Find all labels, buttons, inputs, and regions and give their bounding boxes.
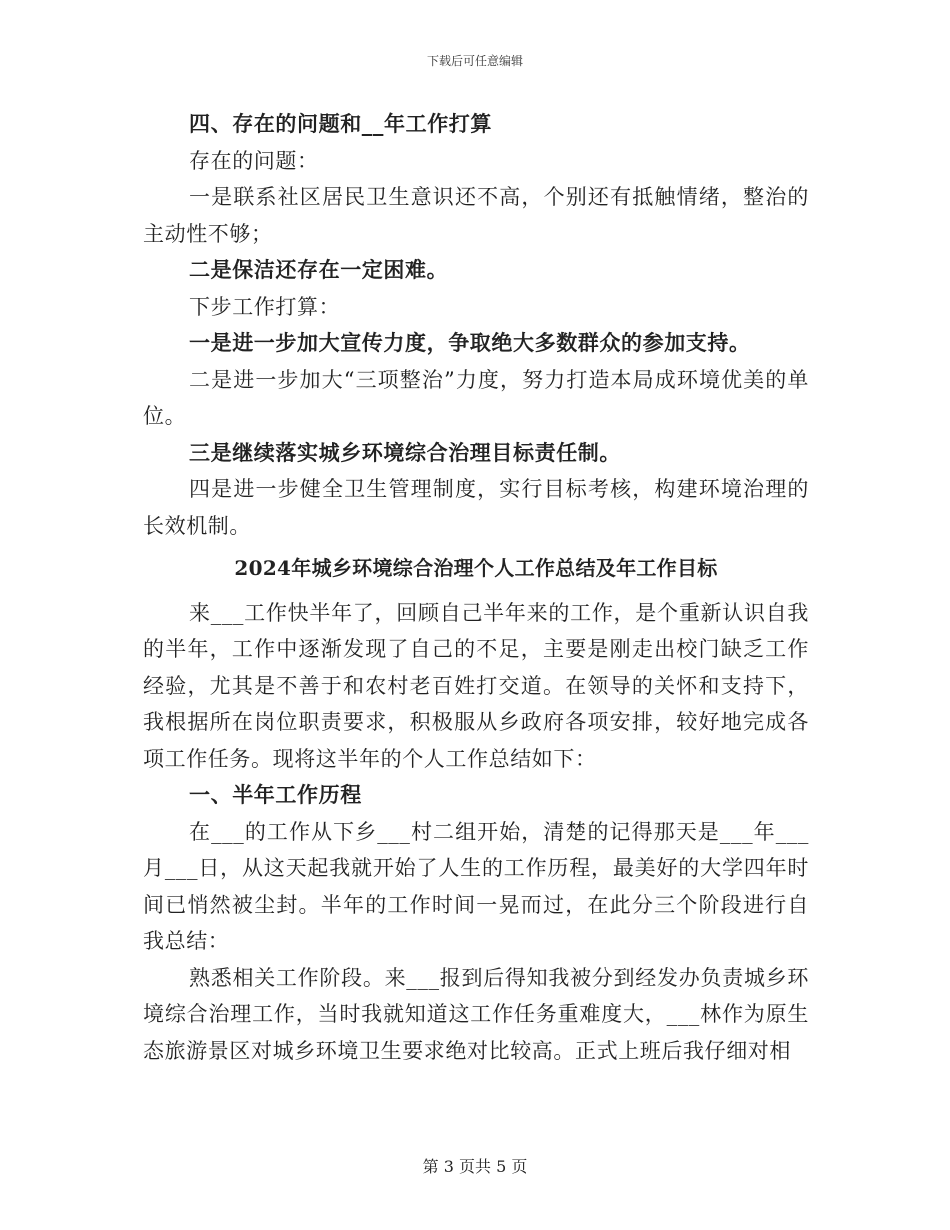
page-header: 下载后可任意编辑 [426, 54, 523, 68]
paragraph: 来___工作快半年了，回顾自己半年来的工作，是个重新认识自我的半年，工作中逐渐发现了自己的不足，主要是刚走出校门缺乏工作经验，尤其是不善于和农村老百姓打交道。在领导的关怀和支持下，我根据所在岗位职责要求，积极服从乡政府各项安排，较好地完成各项工作任务。现将这半年的个人工作总结如下： [143, 600, 809, 771]
paragraph: 下步工作打算： [189, 294, 341, 319]
paragraph: 二是进一步加大“三项整治”力度，努力打造本局成环境优美的单位。 [143, 367, 809, 428]
paragraph: 一是联系社区居民卫生意识还不高，个别还有抵触情绪，整治的主动性不够； [143, 185, 809, 246]
paragraph: 四是进一步健全卫生管理制度，实行目标考核，构建环境治理的长效机制。 [143, 477, 809, 538]
heading-half-year-work: 一、半年工作历程 [189, 782, 362, 807]
heading-problems-plan: 四、存在的问题和__年工作打算 [189, 111, 492, 136]
paragraph: 一是进一步加大宣传力度，争取绝大多数群众的参加支持。 [189, 330, 751, 355]
page-footer: 第 3 页共 5 页 [422, 1157, 528, 1176]
paragraph: 二是保洁还存在一定困难。 [189, 257, 449, 282]
paragraph: 熟悉相关工作阶段。来___报到后得知我被分到经发办负责城乡环境综合治理工作，当时我就知道这工作任务重难度大，___林作为原生态旅游景区对城乡环境卫生要求绝对比较高。正式上班后我仔细对相 [143, 965, 809, 1063]
paragraph: 在___的工作从下乡___村二组开始，清楚的记得那天是___年___月___日，从这天起我就开始了人生的工作历程，最美好的大学四年时间已悄然被尘封。半年的工作时间一晃而过，在此分三个阶段进行自我总结： [143, 819, 809, 953]
section-title: 2024年城乡环境综合治理个人工作总结及年工作目标 [234, 556, 718, 580]
paragraph: 存在的问题： [189, 148, 319, 173]
document-body [143, 106, 809, 1069]
paragraph: 三是继续落实城乡环境综合治理目标责任制。 [189, 439, 621, 465]
